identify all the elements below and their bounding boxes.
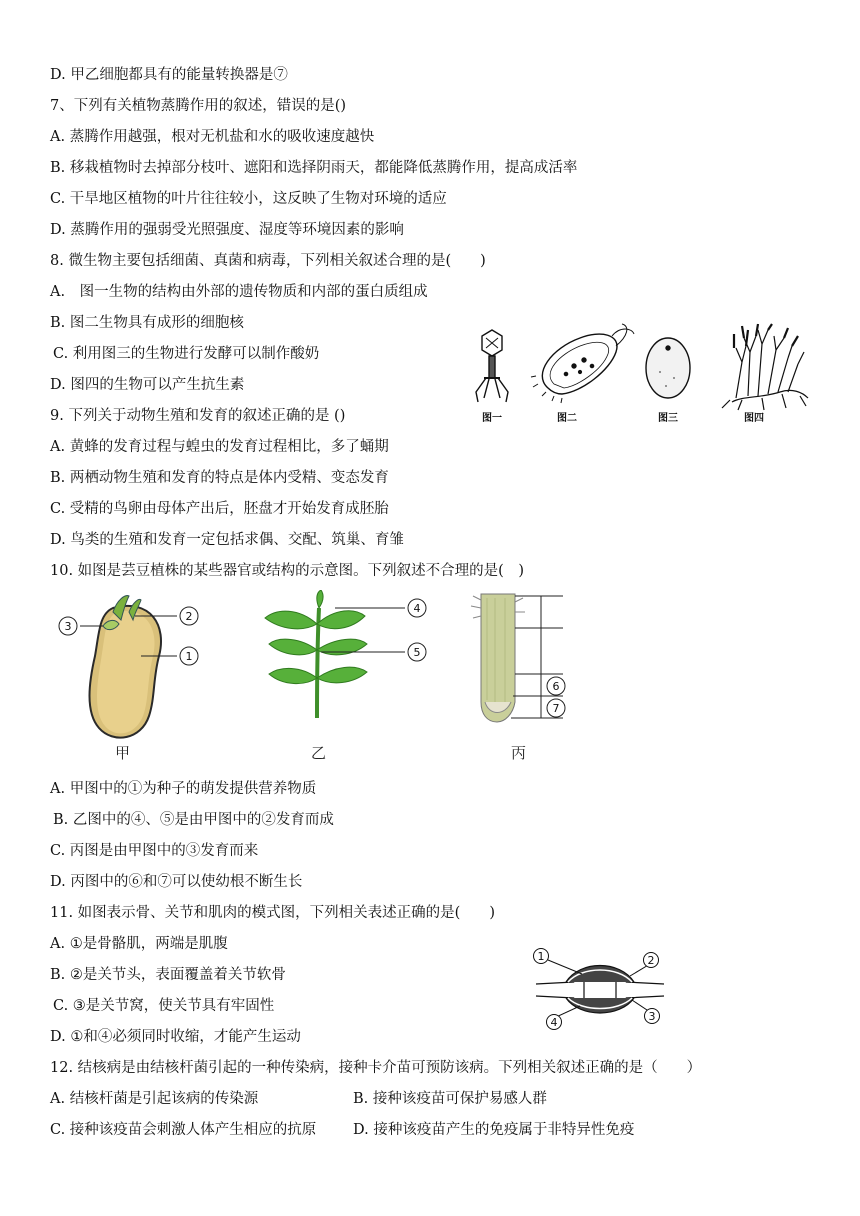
penicillium-drawing — [722, 324, 808, 410]
question-12-stem: 12. 结核病是由结核杆菌引起的一种传染病，接种卡介苗可预防该病。下列相关叙述正确的是（ ） — [50, 1060, 702, 1076]
question-12-option-c: C. 接种该疫苗会刺激人体产生相应的抗原 — [50, 1122, 317, 1138]
marker-4: 4 — [550, 1016, 558, 1029]
question-10-option-c: C. 丙图是由甲图中的③发育而来 — [50, 843, 259, 859]
seedling-drawing — [265, 590, 367, 718]
marker-7: 7 — [552, 702, 560, 715]
bean-plant-figure — [55, 590, 585, 770]
question-10-option-b: B. 乙图中的④、⑤是由甲图中的②发育而成 — [53, 812, 334, 828]
question-10-option-a: A. 甲图中的①为种子的萌发提供营养物质 — [50, 781, 317, 797]
marker-5: 5 — [413, 646, 421, 659]
question-9-stem: 9. 下列关于动物生殖和发育的叙述正确的是 () — [50, 408, 346, 424]
figure-label-jia: 甲 — [115, 744, 131, 762]
question-11-option-c: C. ③是关节窝，使关节具有牢固性 — [53, 998, 275, 1014]
question-9-option-a: A. 黄蜂的发育过程与蝗虫的发育过程相比，多了蛹期 — [50, 439, 389, 455]
question-7-option-a: A. 蒸腾作用越强，根对无机盐和水的吸收速度越快 — [50, 129, 375, 145]
marker-1: 1 — [185, 650, 193, 663]
question-11-stem: 11. 如图表示骨、关节和肌肉的模式图，下列相关表述正确的是( ) — [50, 905, 495, 921]
marker-2: 2 — [647, 954, 655, 967]
question-7-option-d: D. 蒸腾作用的强弱受光照强度、湿度等环境因素的影响 — [50, 222, 404, 238]
question-8-option-c: C. 利用图三的生物进行发酵可以制作酸奶 — [53, 346, 320, 362]
question-11-option-a: A. ①是骨骼肌，两端是肌腹 — [50, 936, 228, 952]
marker-2: 2 — [185, 610, 193, 623]
seed-drawing — [90, 596, 162, 738]
question-11-option-d: D. ①和④必须同时收缩，才能产生运动 — [50, 1029, 301, 1045]
question-9-option-d: D. 鸟类的生殖和发育一定包括求偶、交配、筑巢、育雏 — [50, 532, 404, 548]
question-12-option-d: D. 接种该疫苗产生的免疫属于非特异性免疫 — [353, 1122, 635, 1138]
figure-caption: 图二 — [557, 413, 577, 424]
figure-caption: 图一 — [482, 413, 502, 424]
question-8-stem: 8. 微生物主要包括细菌、真菌和病毒，下列相关叙述合理的是( ) — [50, 253, 486, 269]
microbes-figure — [462, 322, 812, 428]
question-12-option-b: B. 接种该疫苗可保护易感人群 — [353, 1091, 547, 1107]
figure-caption: 图四 — [744, 413, 764, 424]
figure-label-yi: 乙 — [311, 744, 327, 762]
question-7-option-b: B. 移栽植物时去掉部分枝叶、遮阳和选择阴雨天，都能降低蒸腾作用，提高成活率 — [50, 160, 578, 176]
marker-1: 1 — [537, 950, 545, 963]
figure-caption: 图三 — [658, 413, 678, 424]
question-10-stem: 10. 如图是芸豆植株的某些器官或结构的示意图。下列叙述不合理的是( ) — [50, 563, 524, 579]
marker-3: 3 — [648, 1010, 656, 1023]
question-8-option-b: B. 图二生物具有成形的细胞核 — [50, 315, 244, 331]
question-9-option-c: C. 受精的鸟卵由母体产出后，胚盘才开始发育成胚胎 — [50, 501, 389, 517]
question-11-option-b: B. ②是关节头，表面覆盖着关节软骨 — [50, 967, 286, 983]
marker-4: 4 — [413, 602, 421, 615]
yeast-drawing — [646, 338, 690, 398]
question-12-option-a: A. 结核杆菌是引起该病的传染源 — [50, 1091, 259, 1107]
root-tip-drawing — [471, 594, 525, 722]
joint-figure — [530, 946, 670, 1032]
question-7-option-c: C. 干旱地区植物的叶片往往较小，这反映了生物对环境的适应 — [50, 191, 447, 207]
marker-6: 6 — [552, 680, 560, 693]
question-10-option-d: D. 丙图中的⑥和⑦可以使幼根不断生长 — [50, 874, 303, 890]
question-9-option-b: B. 两栖动物生殖和发育的特点是体内受精、变态发育 — [50, 470, 389, 486]
question-7-stem: 7、下列有关植物蒸腾作用的叙述，错误的是() — [50, 98, 347, 114]
bacterium-drawing — [531, 324, 634, 403]
question-8-option-a: A. 图一生物的结构由外部的遗传物质和内部的蛋白质组成 — [50, 284, 428, 300]
text-line: D. 甲乙细胞都具有的能量转换器是⑦ — [50, 67, 288, 83]
question-8-option-d: D. 图四的生物可以产生抗生素 — [50, 377, 245, 393]
bacteriophage-drawing — [476, 330, 508, 402]
figure-label-bing: 丙 — [511, 744, 527, 762]
marker-3: 3 — [64, 620, 72, 633]
